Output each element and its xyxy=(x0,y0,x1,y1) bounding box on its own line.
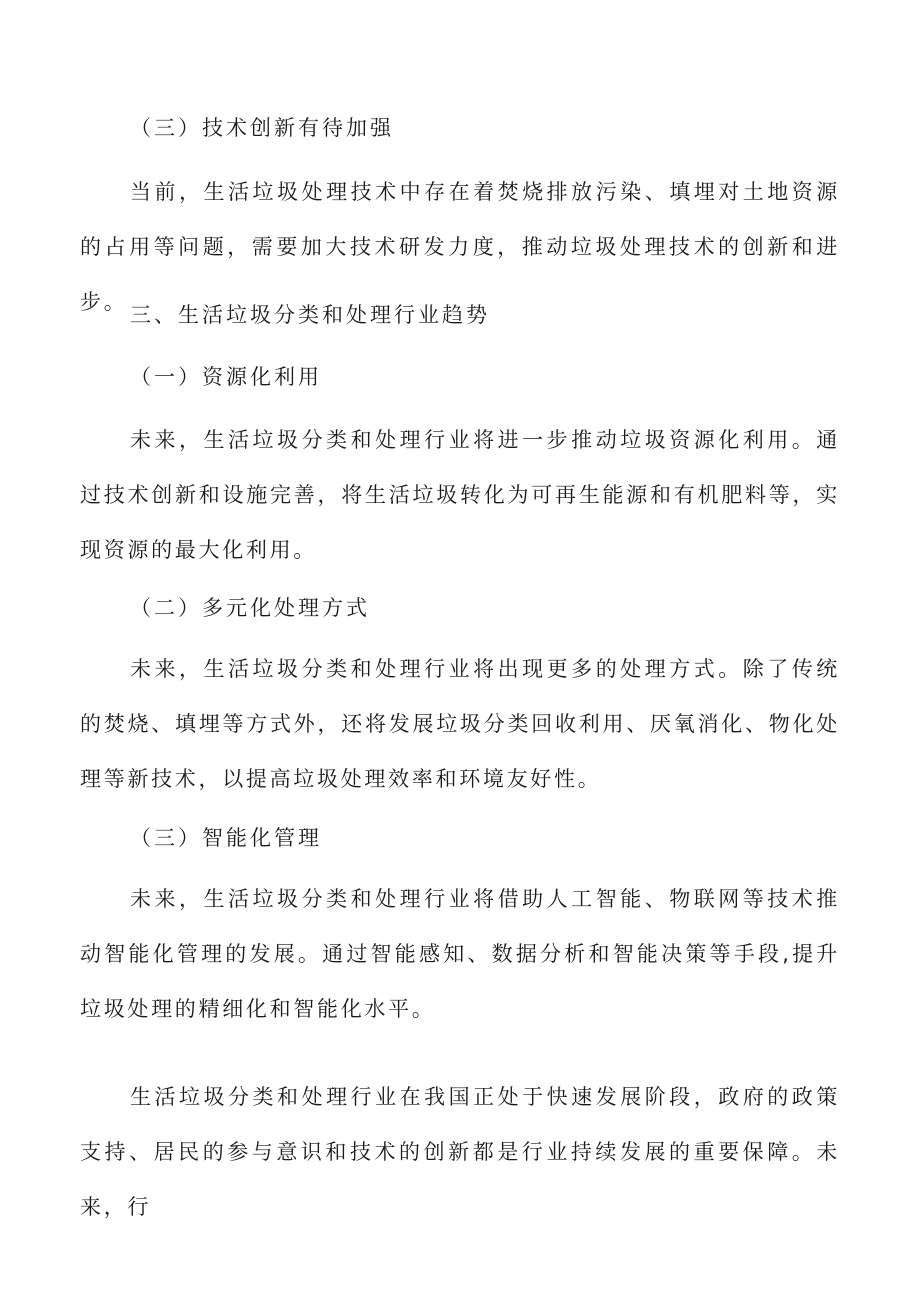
paragraph-diversified-processing: 未来，生活垃圾分类和处理行业将出现更多的处理方式。除了传统的焚烧、填埋等方式外，还将发展垃圾分类回收利用、厌氧消化、物化处理等新技术，以提高垃圾处理效率和环境友好性。 xyxy=(80,657,840,791)
paragraph-technology-innovation: 当前，生活垃圾处理技术中存在着焚烧排放污染、填埋对土地资源的占用等问题，需要加大技术研发力度，推动垃圾处理技术的创新和进步。 xyxy=(80,180,840,314)
paragraph-resource-utilization: 未来，生活垃圾分类和处理行业将进一步推动垃圾资源化利用。通过技术创新和设施完善，将生活垃圾转化为可再生能源和有机肥料等，实现资源的最大化利用。 xyxy=(80,428,840,562)
section-heading-industry-trends: 三、生活垃圾分类和处理行业趋势 xyxy=(130,303,490,327)
subheading-resource-utilization: （一）资源化利用 xyxy=(130,365,322,389)
subheading-diversified-processing: （二）多元化处理方式 xyxy=(130,596,370,620)
subheading-technology-innovation: （三）技术创新有待加强 xyxy=(130,116,394,140)
paragraph-intelligent-management: 未来，生活垃圾分类和处理行业将借助人工智能、物联网等技术推动智能化管理的发展。通过智能感知、数据分析和智能决策等手段,提升垃圾处理的精细化和智能化水平。 xyxy=(80,887,840,1021)
paragraph-closing: 生活垃圾分类和处理行业在我国正处于快速发展阶段，政府的政策支持、居民的参与意识和技术的创新都是行业持续发展的重要保障。未来，行 xyxy=(80,1085,840,1219)
subheading-intelligent-management: （三）智能化管理 xyxy=(130,826,322,850)
